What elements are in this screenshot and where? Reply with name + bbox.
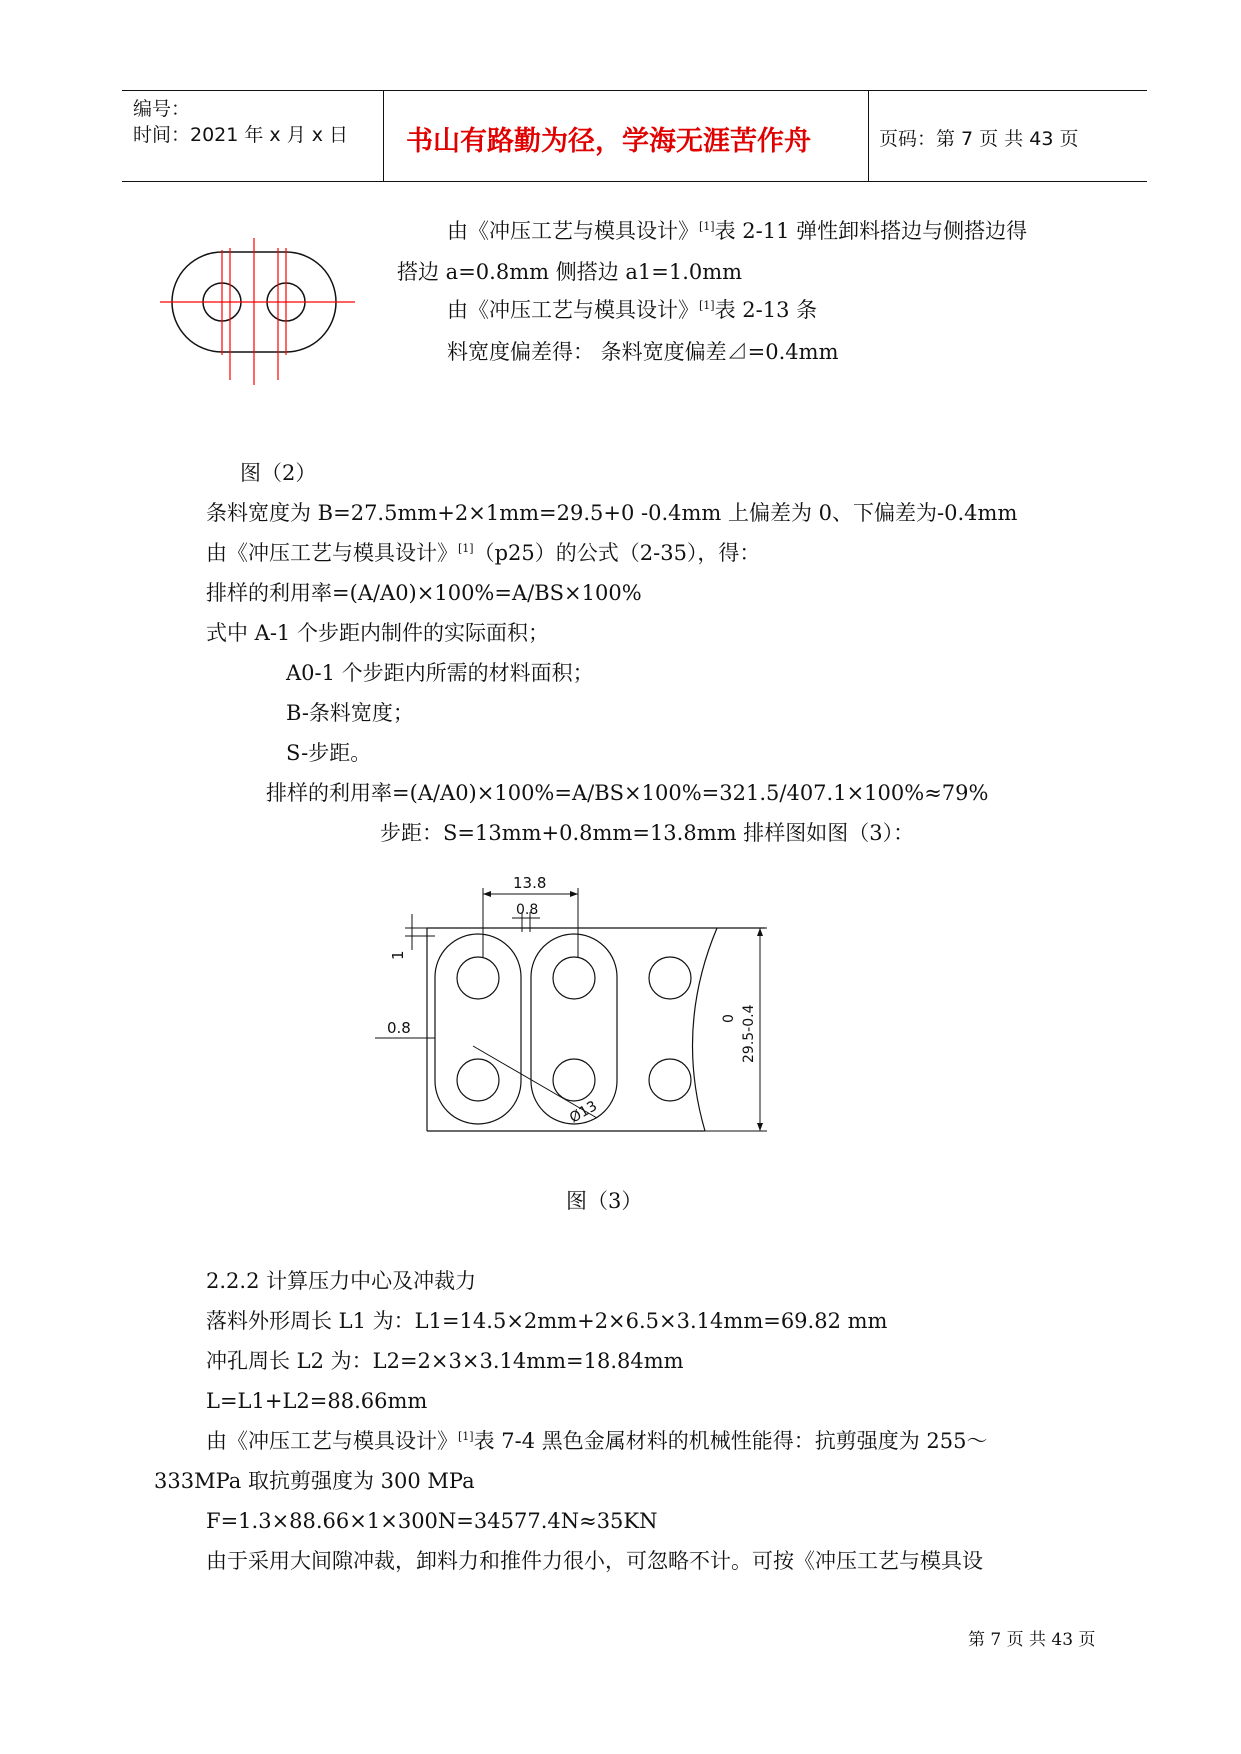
section-line-3: L=L1+L2=88.66mm [206,1389,428,1413]
section-line-1: 落料外形周长 L1 为：L1=14.5×2mm+2×6.5×3.14mm=69.82 mm [206,1309,888,1333]
strip-break-line [693,928,718,1131]
header-top-rule [122,90,1147,91]
footer-page-number: 第 7 页 共 43 页 [968,1630,1096,1650]
ref-marker: [1] [458,1430,474,1443]
body-line-3: 排样的利用率=(A/A0)×100%=A/BS×100% [206,581,642,605]
body-line-9: 步距：S=13mm+0.8mm=13.8mm 排样图如图（3）： [380,821,915,845]
section-title: 2.2.2 计算压力中心及冲裁力 [206,1269,477,1293]
hole-1a [457,957,499,999]
section-line-4 [206,1428,988,1454]
dim-arrow-top-r [570,891,578,897]
header-divider-right [868,90,869,182]
dim-label-top: 13.8 [513,874,547,892]
dim-arrow-top-l [483,891,491,897]
blank-1 [435,934,521,1124]
section-line-4-text2: 表 7-4 黑色金属材料的机械性能得：抗剪强度为 255～ [473,1429,988,1453]
para1-line4: 料宽度偏差得： 条料宽度偏差⊿=0.4mm [447,340,839,364]
doc-time-label: 时间：2021 年 x 月 x 日 [133,124,349,146]
para1-line1-text2: 表 2-11 弹性卸料搭边与侧搭边得 [714,219,1028,243]
hole-3b [649,1059,691,1101]
dim-label-width: 29.5-0.4 [741,1004,757,1063]
figure-3-drawing [375,868,785,1148]
body-line-5: A0-1 个步距内所需的材料面积； [286,661,594,685]
ref-marker: [1] [699,299,715,312]
dim-arrow-w-t [757,928,763,936]
body-line-7: S-步距。 [286,741,372,765]
body-line-8: 排样的利用率=(A/A0)×100%=A/BS×100%=321.5/407.1×100%≈79% [266,781,989,805]
ref-marker: [1] [699,220,715,233]
dim-label-width-upper: 0 [721,1014,737,1023]
hole-3a [649,957,691,999]
dim-arrow-w-b [757,1123,763,1131]
ref-marker: [1] [458,542,474,555]
para1-line2: 搭边 a=0.8mm 侧搭边 a1=1.0mm [397,260,743,284]
para1-line3 [447,297,817,323]
dim-label-dia: Ø13 [567,1098,600,1127]
body-line-1: 条料宽度为 B=27.5mm+2×1mm=29.5+0 -0.4mm 上偏差为 0、下偏差为-0.4mm [206,501,1018,525]
doc-number-label: 编号： [133,98,191,120]
header-page-label: 页码：第 7 页 共 43 页 [879,128,1079,150]
blank-2 [531,934,617,1127]
section-line-6: F=1.3×88.66×1×300N=34577.4N≈35KN [206,1509,658,1533]
dim-label-gap: 0.8 [516,902,539,918]
figure-2-caption: 图（2） [240,461,317,485]
header-divider-left [383,90,384,182]
body-line-4: 式中 A-1 个步距内制件的实际面积； [206,621,549,645]
figure-3-caption: 图（3） [566,1189,643,1213]
para1-line1 [447,218,1027,244]
hole-2a [553,957,595,999]
para1-line3-text: 由《冲压工艺与模具设计》 [447,298,699,322]
figure-2-drawing [150,230,370,390]
hole-2b [553,1059,595,1101]
section-line-7: 由于采用大间隙冲裁，卸料力和推件力很小，可忽略不计。可按《冲压工艺与模具设 [206,1549,983,1573]
para1-line1-text: 由《冲压工艺与模具设计》 [447,219,699,243]
body-line-2-text: 由《冲压工艺与模具设计》 [206,541,458,565]
para1-line3-text2: 表 2-13 条 [714,298,818,322]
section-line-2: 冲孔周长 L2 为：L2=2×3×3.14mm=18.84mm [206,1349,684,1373]
dim-label-left: 0.8 [387,1019,411,1037]
dim-label-side: 1 [389,950,407,960]
header-bottom-rule [122,181,1147,182]
body-line-6: B-条料宽度； [286,701,414,725]
body-line-2-text2: （p25）的公式（2-35），得： [473,541,761,565]
hole-1b [457,1059,499,1101]
body-line-2 [206,540,760,566]
section-line-4-text: 由《冲压工艺与模具设计》 [206,1429,458,1453]
header-motto: 书山有路勤为径，学海无涯苦作舟 [406,126,811,157]
section-line-5: 333MPa 取抗剪强度为 300 MPa [154,1469,475,1493]
